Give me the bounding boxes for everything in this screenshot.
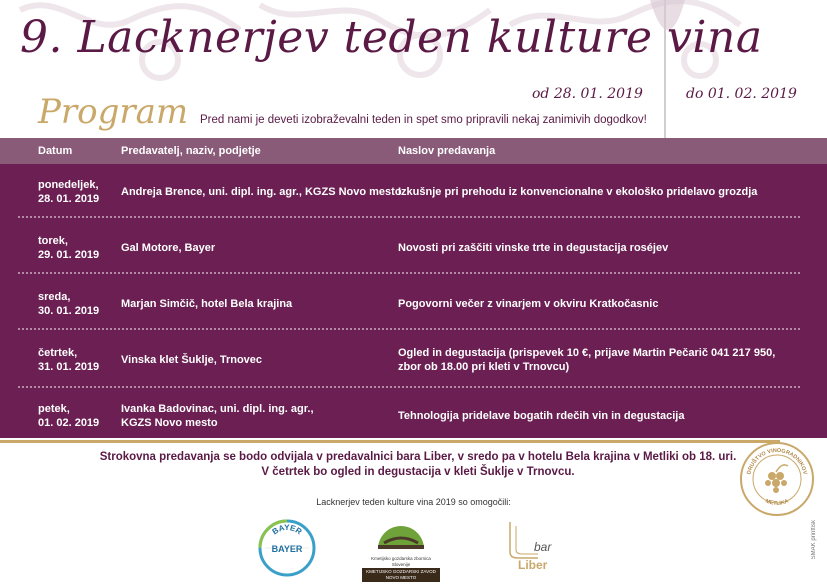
- row-day: četrtek,: [38, 347, 78, 359]
- row-divider: [18, 216, 800, 218]
- liber-bar-text: bar: [534, 540, 552, 554]
- footer-note-line1: Strokovna predavanja se bodo odvijala v predavalnici bara Liber, v sredo pa v hotelu Bela krajina v Metliki ob 18. uri.: [99, 451, 737, 463]
- program-label: Program: [38, 92, 189, 132]
- kgzs-line1: Kmetijsko gozdarska zbornica Slovenije: [371, 556, 431, 567]
- row-day: sreda,: [38, 291, 71, 303]
- intro-text: Pred nami je deveti izobraževalni teden in spet smo pripravili nekaj zanimivih dogodkov!: [200, 114, 647, 126]
- row-topic: Ogled in degustacija (prispevek 10 €, prijave Martin Pečarič 041 217 950,: [398, 347, 776, 359]
- row-day: petek,: [38, 403, 70, 415]
- date-from: od 28. 01. 2019: [532, 86, 643, 102]
- table-row: [0, 174, 827, 230]
- row-speaker-line2: KGZS Novo mesto: [121, 417, 218, 429]
- row-date: 30. 01. 2019: [38, 305, 100, 317]
- table-row: [0, 286, 827, 342]
- sponsors-title: Lacknerjev teden kulture vina 2019 so omogočili:: [316, 497, 511, 507]
- table-row: [0, 342, 827, 398]
- bayer-top-text: BAYER: [270, 522, 304, 537]
- bayer-mid-text: BAYER: [271, 544, 303, 554]
- row-speaker: Marjan Simčič, hotel Bela krajina: [121, 298, 293, 310]
- row-topic: Tehnologija pridelave bogatih rdečih vin in degustacija: [398, 410, 685, 422]
- footer-note: [98, 450, 738, 480]
- liber-logo: [500, 520, 570, 576]
- grape-vine-icon: [765, 465, 788, 493]
- row-divider: [18, 386, 800, 388]
- date-to: do 01. 02. 2019: [686, 86, 797, 102]
- row-date: 28. 01. 2019: [38, 193, 100, 205]
- column-header-topic: Naslov predavanja: [398, 145, 496, 157]
- page-title: 9. Lacknerjev teden kulture vina: [20, 12, 763, 63]
- row-divider: [18, 272, 800, 274]
- kgzs-logo: [362, 515, 440, 580]
- bayer-logo: [257, 518, 317, 578]
- kgzs-line3: NOVO MESTO: [385, 575, 417, 580]
- row-date: 29. 01. 2019: [38, 249, 100, 261]
- seal-top-text: DRUŠTVO VINOGRADNIKOV: [746, 447, 808, 476]
- table-row: [0, 230, 827, 286]
- footer-note-line2: V četrtek bo ogled in degustacija v kleti Šuklje v Trnovcu.: [261, 466, 575, 478]
- row-date: 01. 02. 2019: [38, 417, 100, 429]
- seal-bottom-text: METLIKA: [764, 498, 790, 507]
- row-date: 31. 01. 2019: [38, 361, 100, 373]
- kgzs-line2: KMETIJSKO GOZDARSKI ZAVOD: [366, 569, 436, 574]
- schedule-table: [0, 138, 827, 438]
- table-row: [0, 398, 827, 454]
- row-topic: Pogovorni večer z vinarjem v okviru Kratkočasnic: [398, 298, 659, 310]
- row-topic-line2: zbor ob 18.00 pri kleti v Trnovcu): [398, 361, 570, 373]
- column-header-date: Datum: [38, 145, 73, 157]
- row-speaker: Gal Motore, Bayer: [121, 242, 216, 254]
- kgzs-plate: [362, 568, 440, 582]
- printer-credit: SMAK printtisk: [811, 520, 817, 560]
- hill-emblem-icon: [362, 515, 440, 551]
- row-speaker: Andreja Brence, uni. dipl. ing. agr., KGZS Novo mesto: [121, 186, 402, 198]
- row-topic: Novosti pri zaščiti vinske trte in degustacija roséjev: [398, 242, 669, 254]
- gold-divider: [0, 440, 780, 443]
- row-day: ponedeljek,: [38, 179, 99, 191]
- liber-name-text: Liber: [518, 558, 548, 572]
- row-speaker: Vinska klet Šuklje, Trnovec: [121, 354, 263, 366]
- row-topic: Izkušnje pri prehodu iz konvencionalne v ekološko pridelavo grozdja: [398, 186, 758, 198]
- table-header: [0, 138, 827, 164]
- column-header-speaker: Predavatelj, naziv, podjetje: [121, 145, 261, 157]
- row-divider: [18, 328, 800, 330]
- row-speaker: Ivanka Badovinac, uni. dipl. ing. agr.,: [121, 403, 314, 415]
- row-day: torek,: [38, 235, 68, 247]
